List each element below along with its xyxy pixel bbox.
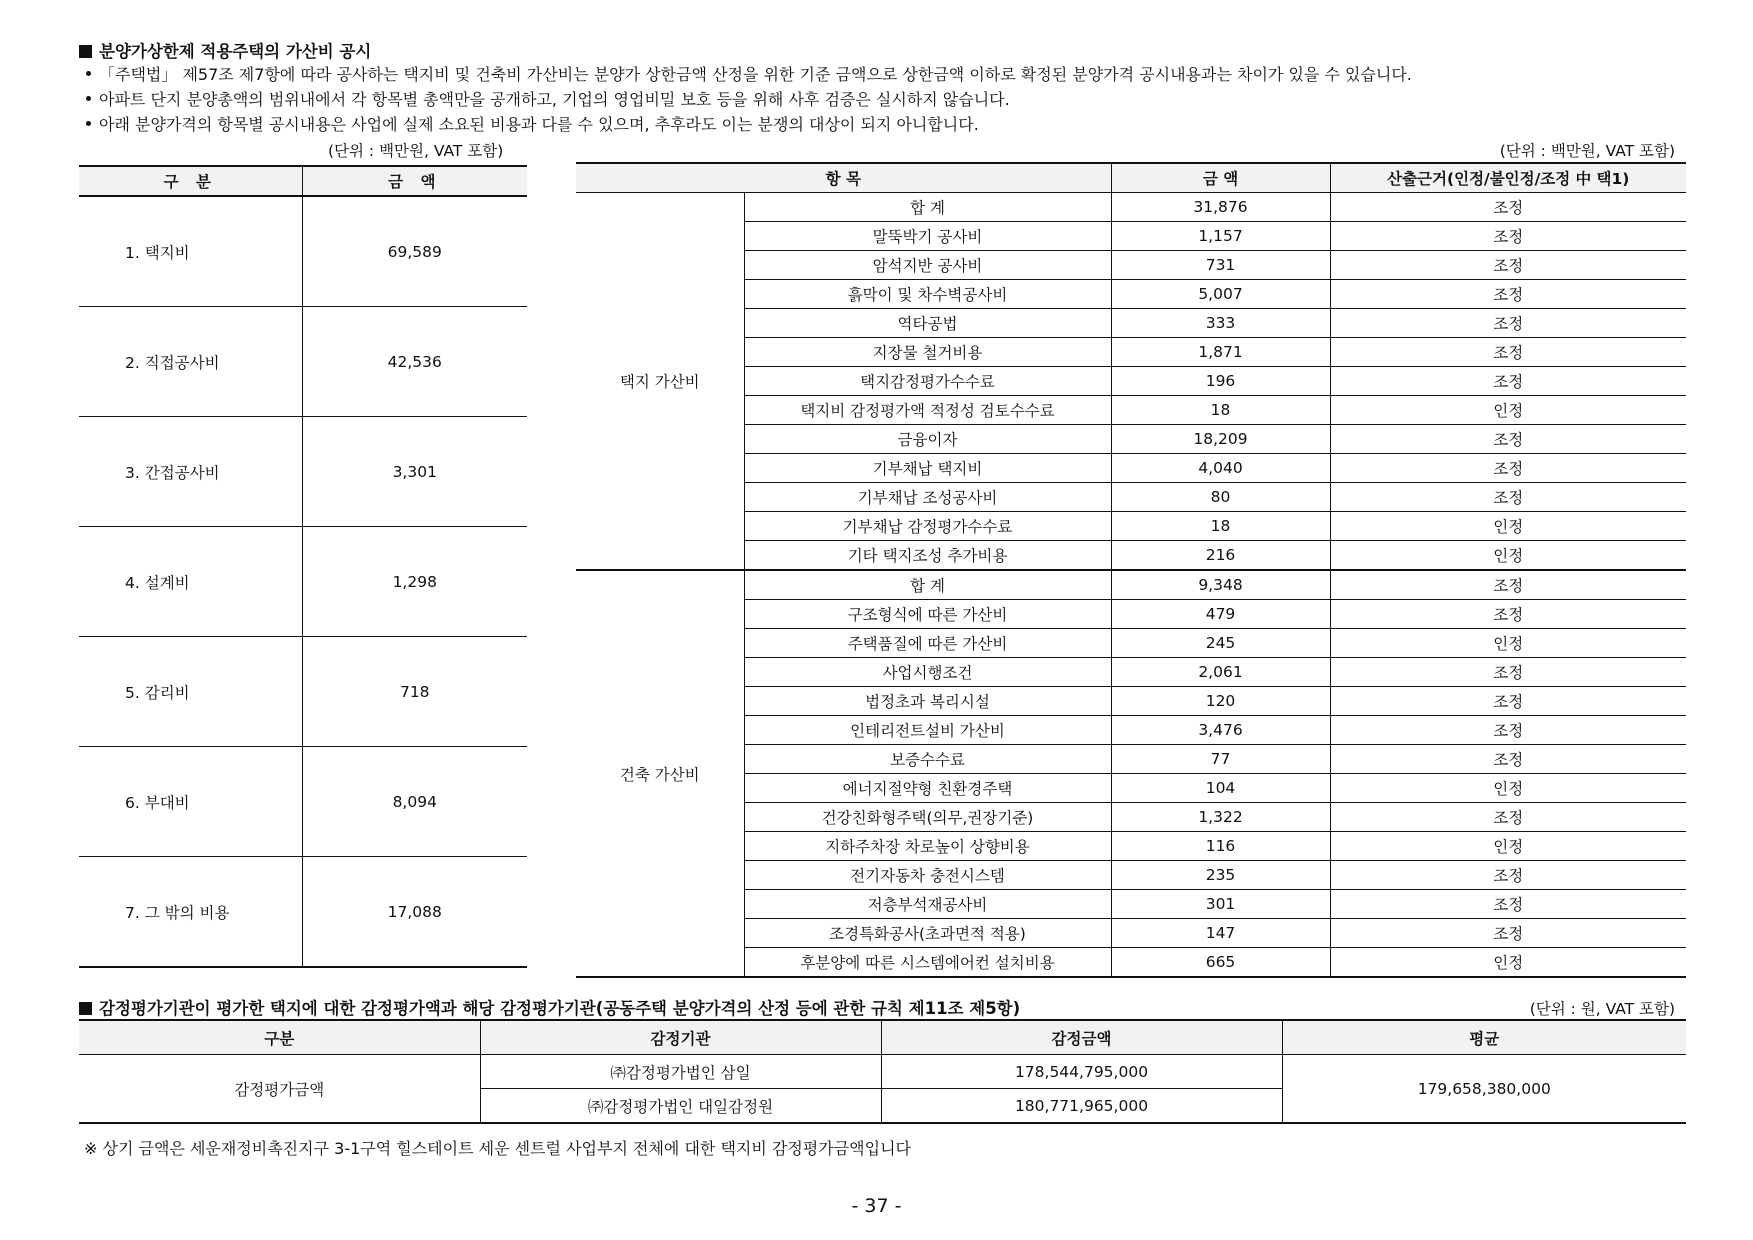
row-basis: 조정 [1330,338,1686,367]
row-basis: 조정 [1330,716,1686,745]
table-row [79,417,527,527]
table-header-row [576,163,1686,193]
row-amount: 31,876 [1111,193,1330,222]
column-header-agency: 감정기관 [480,1020,881,1055]
table-row [79,1055,1686,1089]
row-item: 보증수수료 [744,745,1111,774]
row-basis: 조정 [1330,745,1686,774]
row-item: 지장물 철거비용 [744,338,1111,367]
table-row [79,307,527,417]
section-title-appraisal [79,995,1020,1019]
row-amount: 235 [1111,861,1330,890]
table-header-row [79,1020,1686,1055]
row-basis: 조정 [1330,193,1686,222]
section-title-surcharge [79,38,371,62]
row-amount: 18 [1111,396,1330,425]
row-item: 기타 택지조성 추가비용 [744,541,1111,571]
appraisal-category: 감정평가금액 [79,1055,480,1124]
appraisal-agency: ㈜감정평가법인 삼일 [480,1055,881,1089]
row-label: 5. 감리비 [79,637,302,747]
appraisal-table [79,1019,1686,1124]
row-basis: 조정 [1330,658,1686,687]
row-basis: 조정 [1330,454,1686,483]
row-amount: 9,348 [1111,570,1330,600]
row-amount: 8,094 [302,747,527,857]
section-title-text: 분양가상한제 적용주택의 가산비 공시 [99,42,372,61]
row-basis: 조정 [1330,803,1686,832]
row-basis: 조정 [1330,687,1686,716]
detail-table-body [576,193,1686,978]
page-number: - 37 - [851,1195,902,1217]
bullet-text: 「주택법」 제57조 제7항에 따라 공사하는 택지비 및 건축비 가산비는 분양가 상한금액 산정을 위한 기준 금액으로 상한금액 이하로 확정된 분양가격 공시내용과는 차이가 있을 수 있습니다. [99,65,1412,84]
group-label: 택지 가산비 [576,193,744,571]
row-item: 법정초과 복리시설 [744,687,1111,716]
column-header-average: 평균 [1282,1020,1686,1055]
row-basis: 인정 [1330,948,1686,978]
column-header-amount: 금 액 [302,166,527,196]
row-amount: 4,040 [1111,454,1330,483]
row-amount: 5,007 [1111,280,1330,309]
row-basis: 인정 [1330,512,1686,541]
row-basis: 조정 [1330,425,1686,454]
unit-label-left: (단위 : 백만원, VAT 포함) [328,142,504,160]
table-header-row [79,166,527,196]
row-item: 흙막이 및 차수벽공사비 [744,280,1111,309]
row-amount: 120 [1111,687,1330,716]
row-basis: 조정 [1330,570,1686,600]
table-row [79,637,527,747]
row-label: 1. 택지비 [79,196,302,307]
row-item: 기부채납 감정평가수수료 [744,512,1111,541]
row-item: 구조형식에 따른 가산비 [744,600,1111,629]
row-item: 사업시행조건 [744,658,1111,687]
group-label: 건축 가산비 [576,570,744,977]
unit-label-right: (단위 : 백만원, VAT 포함) [1499,142,1675,160]
row-basis: 조정 [1330,861,1686,890]
row-basis: 인정 [1330,541,1686,571]
row-amount: 333 [1111,309,1330,338]
row-item: 역타공법 [744,309,1111,338]
row-basis: 조정 [1330,280,1686,309]
table-row [79,857,527,968]
surcharge-detail-table [576,162,1686,978]
row-basis: 조정 [1330,309,1686,338]
row-item: 저층부석재공사비 [744,890,1111,919]
footnote: ※ 상기 금액은 세운재정비촉진지구 3-1구역 힐스테이트 세운 센트럴 사업부지 전체에 대한 택지비 감정평가금액입니다 [84,1139,912,1158]
table-row [576,193,1686,222]
row-label: 6. 부대비 [79,747,302,857]
row-label: 7. 그 밖의 비용 [79,857,302,968]
row-item: 인테리전트설비 가산비 [744,716,1111,745]
row-item: 건강친화형주택(의무,권장기준) [744,803,1111,832]
square-bullet-icon [79,1002,92,1015]
row-amount: 1,157 [1111,222,1330,251]
row-basis: 조정 [1330,890,1686,919]
row-item: 합 계 [744,570,1111,600]
row-basis: 인정 [1330,396,1686,425]
row-item: 택지감정평가수수료 [744,367,1111,396]
row-basis: 조정 [1330,222,1686,251]
row-item: 전기자동차 충전시스템 [744,861,1111,890]
row-amount: 1,298 [302,527,527,637]
row-item: 후분양에 따른 시스템에어컨 설치비용 [744,948,1111,978]
row-amount: 731 [1111,251,1330,280]
row-amount: 147 [1111,919,1330,948]
row-item: 지하주차장 차로높이 상향비용 [744,832,1111,861]
table-row [79,527,527,637]
row-item: 금융이자 [744,425,1111,454]
row-item: 에너지절약형 친환경주택 [744,774,1111,803]
row-basis: 조정 [1330,600,1686,629]
row-amount: 479 [1111,600,1330,629]
bullet-item [86,87,1412,112]
column-header-category: 구 분 [79,166,302,196]
appraisal-agency: ㈜감정평가법인 대일감정원 [480,1089,881,1124]
row-item: 암석지반 공사비 [744,251,1111,280]
table-row [79,747,527,857]
bullet-dot-icon [86,96,91,101]
column-header-category: 구분 [79,1020,480,1055]
column-header-item: 항 목 [576,163,1111,193]
row-amount: 196 [1111,367,1330,396]
row-amount: 245 [1111,629,1330,658]
row-amount: 42,536 [302,307,527,417]
appraisal-average: 179,658,380,000 [1282,1055,1686,1124]
row-amount: 69,589 [302,196,527,307]
notice-bullets [86,62,1412,137]
row-item: 기부채납 택지비 [744,454,1111,483]
appraisal-amount: 178,544,795,000 [881,1055,1282,1089]
row-amount: 1,322 [1111,803,1330,832]
row-item: 조경특화공사(초과면적 적용) [744,919,1111,948]
bullet-item [86,112,1412,137]
row-amount: 3,301 [302,417,527,527]
row-item: 말뚝박기 공사비 [744,222,1111,251]
unit-label-appraisal: (단위 : 원, VAT 포함) [1529,1000,1675,1018]
row-basis: 조정 [1330,367,1686,396]
row-amount: 18 [1111,512,1330,541]
row-amount: 116 [1111,832,1330,861]
column-header-amount: 금 액 [1111,163,1330,193]
row-basis: 인정 [1330,629,1686,658]
square-bullet-icon [79,45,92,58]
row-basis: 인정 [1330,774,1686,803]
row-basis: 조정 [1330,919,1686,948]
row-amount: 216 [1111,541,1330,571]
row-item: 합 계 [744,193,1111,222]
row-amount: 77 [1111,745,1330,774]
row-amount: 2,061 [1111,658,1330,687]
bullet-dot-icon [86,71,91,76]
bullet-text: 아파트 단지 분양총액의 범위내에서 각 항목별 총액만을 공개하고, 기업의 영업비밀 보호 등을 위해 사후 검증은 실시하지 않습니다. [99,90,1010,109]
row-amount: 665 [1111,948,1330,978]
row-amount: 17,088 [302,857,527,968]
row-item: 택지비 감정평가액 적정성 검토수수료 [744,396,1111,425]
column-header-basis: 산출근거(인정/불인정/조정 中 택1) [1330,163,1686,193]
row-amount: 301 [1111,890,1330,919]
row-amount: 718 [302,637,527,747]
bullet-text: 아래 분양가격의 항목별 공시내용은 사업에 실제 소요된 비용과 다를 수 있으며, 추후라도 이는 분쟁의 대상이 되지 아니합니다. [99,115,979,134]
row-amount: 18,209 [1111,425,1330,454]
row-item: 주택품질에 따른 가산비 [744,629,1111,658]
appraisal-amount: 180,771,965,000 [881,1089,1282,1124]
row-basis: 인정 [1330,832,1686,861]
row-label: 3. 간접공사비 [79,417,302,527]
row-basis: 조정 [1330,483,1686,512]
bullet-item [86,62,1412,87]
row-item: 기부채납 조성공사비 [744,483,1111,512]
row-amount: 104 [1111,774,1330,803]
bullet-dot-icon [86,121,91,126]
section-title-text: 감정평가기관이 평가한 택지에 대한 감정평가액과 해당 감정평가기관(공동주택 분양가격의 산정 등에 관한 규칙 제11조 제5항) [99,999,1021,1018]
cost-summary-table [79,165,527,968]
table-row [576,570,1686,600]
row-label: 2. 직접공사비 [79,307,302,417]
row-basis: 조정 [1330,251,1686,280]
row-label: 4. 설계비 [79,527,302,637]
row-amount: 1,871 [1111,338,1330,367]
column-header-appraised-amount: 감정금액 [881,1020,1282,1055]
table-row [79,196,527,307]
row-amount: 80 [1111,483,1330,512]
row-amount: 3,476 [1111,716,1330,745]
